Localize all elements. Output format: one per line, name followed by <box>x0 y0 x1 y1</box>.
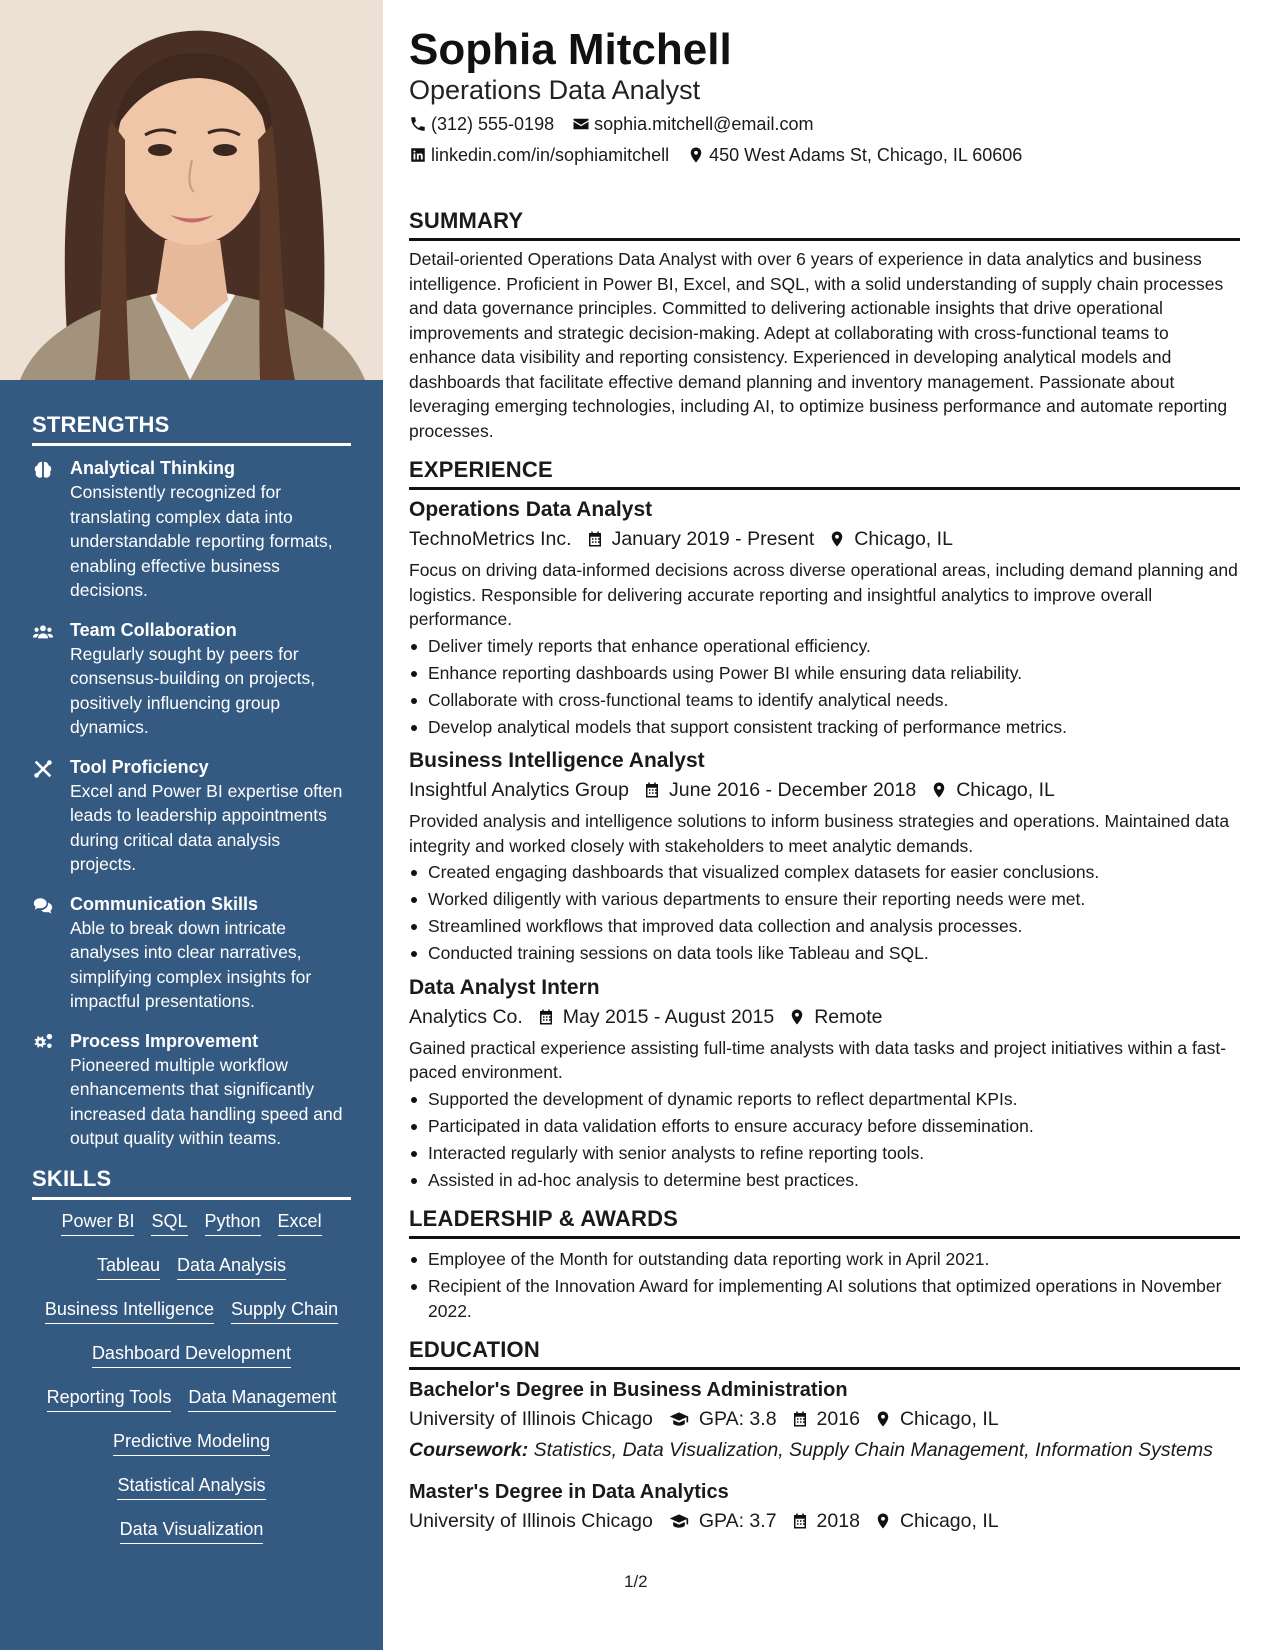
job-location <box>828 524 953 554</box>
list-item: Deliver timely reports that enhance operational efficiency. <box>409 634 1240 659</box>
phone-text: (312) 555-0198 <box>431 114 555 134</box>
strength-description: Regularly sought by peers for consensus-building on projects, positively influencing group dynamics. <box>70 643 316 737</box>
strength-name: Process Improvement <box>70 1030 259 1051</box>
education-meta <box>409 1404 1240 1434</box>
coursework-text: Statistics, Data Visualization, Supply Chain Management, Information Systems <box>533 1439 1213 1461</box>
skill-tag: Excel <box>278 1210 322 1236</box>
list-item: Collaborate with cross-functional teams to identify analytical needs. <box>409 688 1240 713</box>
sidebar <box>0 0 383 1650</box>
job-entry <box>409 747 1240 966</box>
calendar-icon <box>791 1512 809 1530</box>
envelope-icon <box>572 115 590 133</box>
gpa <box>667 1506 777 1536</box>
comments-icon <box>32 892 70 1014</box>
list-item: Participated in data validation efforts to ensure accuracy before dissemination. <box>409 1114 1240 1139</box>
strength-item <box>32 755 351 877</box>
strength-description: Able to break down intricate analyses into clear narratives, simplifying complex insights for impactful presentations. <box>70 917 312 1011</box>
job-description: Focus on driving data-informed decisions across diverse operational areas, including demand planning and logistics. Responsible for delivering accurate reporting and insightful analytics to improve overall performance. <box>409 560 1238 629</box>
job-dates <box>537 1002 774 1032</box>
degree-title: Bachelor's Degree in Business Administration <box>409 1379 848 1401</box>
coursework <box>409 1436 1240 1464</box>
email-contact[interactable] <box>572 111 813 137</box>
coursework-label: Coursework: <box>409 1439 529 1461</box>
summary-text: Detail-oriented Operations Data Analyst with over 6 years of experience in data analytics and business intelligence. Proficient in Power BI, Excel, and SQL, with a solid understanding of supply chain processes and data governance principles. Committed to delivering actionable insights that drive operational improvements and strategic decision-making. Adept at collaborating with cross-functional teams to enhance data visibility and reporting consistency. Experienced in developing analytical models and dashboards that facilitate effective demand planning and inventory management. Passionate about leveraging emerging technologies, including AI, to optimize business performance and automate reporting processes. <box>409 249 1228 441</box>
gpa-text: GPA: 3.8 <box>698 1408 777 1430</box>
address-text: 450 West Adams St, Chicago, IL 60606 <box>709 145 1023 165</box>
email-text[interactable]: sophia.mitchell@email.com <box>594 114 814 134</box>
graduation-cap-icon <box>667 1409 691 1429</box>
summary-heading: SUMMARY <box>409 208 1240 241</box>
skill-tag: Predictive Modeling <box>113 1430 270 1456</box>
company-name: TechnoMetrics Inc. <box>409 528 572 550</box>
list-item: Worked diligently with various departments to ensure their reporting needs were met. <box>409 887 1240 912</box>
phone-contact <box>409 111 554 137</box>
list-item: Employee of the Month for outstanding data reporting work in April 2021. <box>409 1247 1240 1272</box>
list-item: Develop analytical models that support consistent tracking of performance metrics. <box>409 715 1240 740</box>
skills-row <box>32 1298 351 1324</box>
job-location <box>788 1002 882 1032</box>
skill-tag: Data Management <box>188 1386 336 1412</box>
skill-tag: Data Visualization <box>120 1518 264 1544</box>
list-item: Assisted in ad-hoc analysis to determine best practices. <box>409 1168 1240 1193</box>
skill-tag: Business Intelligence <box>45 1298 214 1324</box>
skills-row <box>32 1474 351 1500</box>
skill-tag: Python <box>205 1210 261 1236</box>
strength-item <box>32 892 351 1014</box>
calendar-icon <box>586 530 604 548</box>
strength-item <box>32 456 351 603</box>
job-description: Gained practical experience assisting full-time analysts with data tasks and project initiatives within a fast-paced environment. <box>409 1037 1227 1082</box>
job-meta <box>409 524 1240 554</box>
education-year <box>791 1404 860 1434</box>
list-item: Created engaging dashboards that visualized complex datasets for easier conclusions. <box>409 860 1240 885</box>
strength-name: Communication Skills <box>70 893 259 914</box>
skills-row <box>32 1430 351 1456</box>
main-content <box>409 24 1240 1540</box>
skill-tag: Power BI <box>61 1210 134 1236</box>
degree-title: Master's Degree in Data Analytics <box>409 1481 729 1503</box>
education-meta <box>409 1506 1240 1536</box>
education-entry <box>409 1376 1240 1464</box>
skills-row <box>32 1254 351 1280</box>
job-dates <box>586 524 815 554</box>
job-dates-text: June 2016 - December 2018 <box>669 779 917 801</box>
education-entry <box>409 1478 1240 1536</box>
strength-name: Analytical Thinking <box>70 458 236 478</box>
skill-tag: Supply Chain <box>231 1298 338 1324</box>
company-name: Insightful Analytics Group <box>409 779 630 801</box>
map-pin-icon <box>687 146 705 164</box>
calendar-icon <box>537 1008 555 1026</box>
brain-icon <box>32 456 70 603</box>
job-bullets <box>409 634 1240 740</box>
education-location <box>874 1506 999 1536</box>
education-year-text: 2018 <box>816 1510 860 1532</box>
education-location-text: Chicago, IL <box>899 1510 999 1532</box>
skill-tag: Tableau <box>97 1254 160 1280</box>
strength-description: Excel and Power BI expertise often leads to leadership appointments during critical data analysis projects. <box>70 780 343 874</box>
skill-tag: SQL <box>151 1210 187 1236</box>
skills-heading: SKILLS <box>32 1166 351 1200</box>
job-location-text: Remote <box>814 1005 883 1028</box>
skill-tag: Dashboard Development <box>92 1342 291 1368</box>
job-entry <box>409 496 1240 739</box>
skills-row <box>32 1210 351 1236</box>
map-pin-icon <box>874 1512 892 1530</box>
gpa-text: GPA: 3.7 <box>698 1510 777 1532</box>
sidebar-content <box>32 412 351 1562</box>
job-dates <box>643 775 916 805</box>
graduation-cap-icon <box>667 1511 691 1531</box>
leadership-heading: LEADERSHIP & AWARDS <box>409 1206 1240 1239</box>
skills-row <box>32 1386 351 1412</box>
strength-item <box>32 618 351 740</box>
linkedin-text[interactable]: linkedin.com/in/sophiamitchell <box>431 145 670 165</box>
education-year <box>791 1506 860 1536</box>
education-location <box>874 1404 999 1434</box>
contact-row <box>409 111 1240 137</box>
tools-icon <box>32 755 70 877</box>
page-indicator: 1/2 <box>624 1572 648 1591</box>
linkedin-contact[interactable] <box>409 142 669 168</box>
strength-description: Consistently recognized for translating complex data into understandable reporting formats, enabling effective business decisions. <box>70 482 333 600</box>
contact-row <box>409 142 1240 168</box>
gears-icon <box>32 1029 70 1151</box>
list-item: Interacted regularly with senior analysts to refine reporting tools. <box>409 1141 1240 1166</box>
skill-tag: Data Analysis <box>177 1254 286 1280</box>
job-location <box>930 775 1055 805</box>
portrait-image <box>0 0 383 380</box>
job-location-text: Chicago, IL <box>854 528 953 550</box>
experience-heading: EXPERIENCE <box>409 457 1240 490</box>
education-year-text: 2016 <box>816 1408 860 1430</box>
leadership-list <box>409 1247 1240 1323</box>
profile-photo <box>0 0 383 380</box>
strength-description: Pioneered multiple workflow enhancements that significantly increased data handling speed and output quality within teams. <box>70 1054 343 1148</box>
strength-item <box>32 1029 351 1151</box>
skill-tag: Reporting Tools <box>47 1386 172 1412</box>
education-heading: EDUCATION <box>409 1337 1240 1370</box>
company-name: Analytics Co. <box>409 1005 523 1028</box>
strength-name: Team Collaboration <box>70 619 237 640</box>
job-meta <box>409 1002 1240 1032</box>
linkedin-icon <box>409 146 427 164</box>
job-bullets <box>409 1087 1240 1193</box>
job-description: Provided analysis and intelligence solutions to inform business strategies and operations. Maintained data integrity and worked closely with stakeholders to meet analytic demands. <box>409 811 1230 856</box>
calendar-icon <box>643 781 661 799</box>
job-title: Business Intelligence Analyst <box>409 749 705 772</box>
job-bullets <box>409 860 1240 966</box>
map-pin-icon <box>874 1410 892 1428</box>
skill-tag: Statistical Analysis <box>117 1474 265 1500</box>
job-title: Operations Data Analyst <box>409 498 653 521</box>
job-title: Data Analyst Intern <box>409 975 600 999</box>
list-item: Recipient of the Innovation Award for implementing AI solutions that optimized operations in November 2022. <box>409 1274 1240 1323</box>
map-pin-icon <box>788 1008 806 1026</box>
education-location-text: Chicago, IL <box>899 1408 999 1430</box>
phone-icon <box>409 115 427 133</box>
address-contact <box>687 142 1022 168</box>
skills-row <box>32 1518 351 1544</box>
job-meta <box>409 775 1240 805</box>
candidate-role: Operations Data Analyst <box>409 75 701 105</box>
strengths-heading: STRENGTHS <box>32 412 351 446</box>
candidate-name: Sophia Mitchell <box>409 25 732 74</box>
list-item: Streamlined workflows that improved data collection and analysis processes. <box>409 914 1240 939</box>
calendar-icon <box>791 1410 809 1428</box>
job-dates-text: May 2015 - August 2015 <box>562 1005 775 1028</box>
list-item: Enhance reporting dashboards using Power BI while ensuring data reliability. <box>409 661 1240 686</box>
skills-row <box>32 1342 351 1368</box>
list-item: Supported the development of dynamic reports to reflect departmental KPIs. <box>409 1087 1240 1112</box>
strength-name: Tool Proficiency <box>70 756 209 777</box>
gpa <box>667 1404 777 1434</box>
job-dates-text: January 2019 - Present <box>611 528 815 550</box>
users-icon <box>32 618 70 740</box>
map-pin-icon <box>828 530 846 548</box>
map-pin-icon <box>930 781 948 799</box>
list-item: Conducted training sessions on data tools like Tableau and SQL. <box>409 941 1240 966</box>
school-name: University of Illinois Chicago <box>409 1408 653 1430</box>
job-entry <box>409 974 1240 1193</box>
school-name: University of Illinois Chicago <box>409 1510 653 1532</box>
job-location-text: Chicago, IL <box>956 779 1055 801</box>
